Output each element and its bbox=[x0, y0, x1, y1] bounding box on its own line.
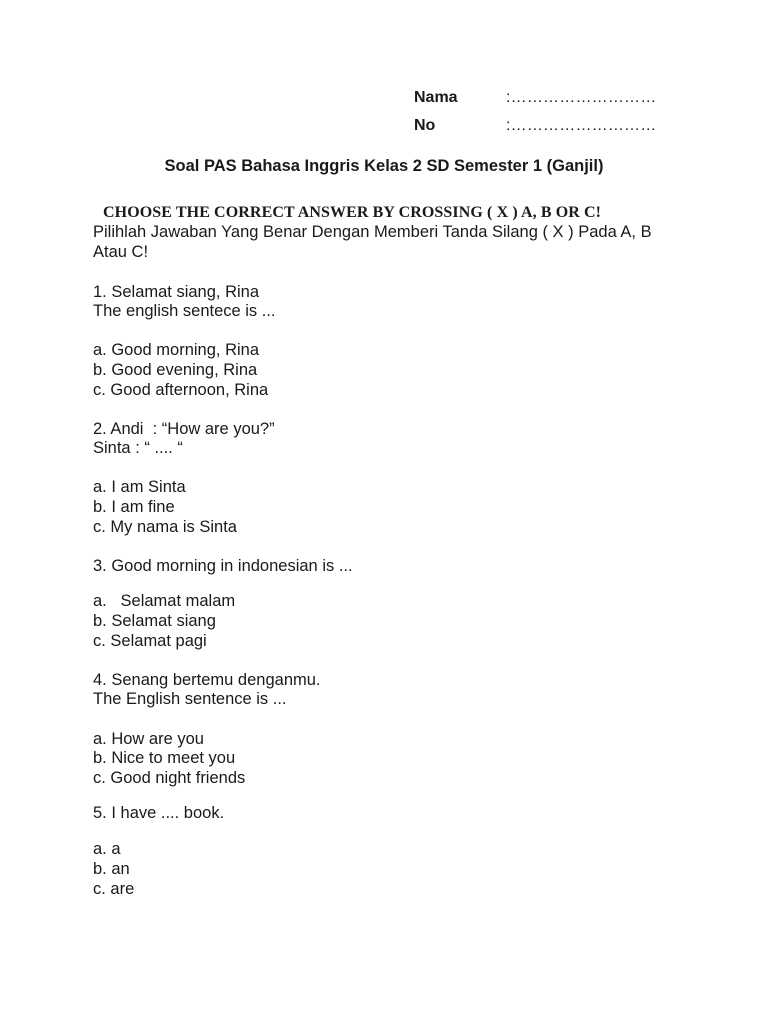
question-1-subprompt: The english sentece is ... bbox=[93, 302, 276, 320]
question-1-prompt: 1. Selamat siang, Rina bbox=[93, 283, 260, 301]
question-4-option-c[interactable]: c. Good night friends bbox=[93, 769, 246, 787]
name-blank[interactable]: :……………………… bbox=[506, 89, 657, 106]
question-4-option-b[interactable]: b. Nice to meet you bbox=[93, 749, 236, 767]
question-3-option-c[interactable]: c. Selamat pagi bbox=[93, 632, 207, 650]
instruction-indonesian: Pilihlah Jawaban Yang Benar Dengan Memberi Tanda Silang ( X ) Pada A, B Atau C! bbox=[93, 223, 652, 261]
question-2-subprompt: Sinta : “ .... “ bbox=[93, 439, 183, 457]
question-4-prompt: 4. Senang bertemu denganmu. bbox=[93, 671, 321, 689]
question-5-option-c[interactable]: c. are bbox=[93, 880, 135, 898]
question-3-option-b[interactable]: b. Selamat siang bbox=[93, 612, 216, 630]
question-5-option-b[interactable]: b. an bbox=[93, 860, 130, 878]
question-4-option-a[interactable]: a. How are you bbox=[93, 730, 204, 748]
question-3-option-a[interactable]: a. Selamat malam bbox=[93, 592, 236, 610]
number-blank[interactable]: :……………………… bbox=[506, 117, 657, 134]
name-label: Nama bbox=[414, 89, 458, 106]
question-1-option-b[interactable]: b. Good evening, Rina bbox=[93, 361, 258, 379]
question-4-subprompt: The English sentence is ... bbox=[93, 690, 287, 708]
number-label: No bbox=[414, 117, 436, 134]
number-field-row bbox=[414, 116, 656, 136]
question-2-prompt: 2. Andi : “How are you?” bbox=[93, 420, 275, 438]
question-2-option-b[interactable]: b. I am fine bbox=[93, 498, 175, 516]
name-field-row bbox=[414, 88, 656, 108]
question-1-option-a[interactable]: a. Good morning, Rina bbox=[93, 341, 260, 359]
question-2-option-a[interactable]: a. I am Sinta bbox=[93, 478, 186, 496]
question-1-option-c[interactable]: c. Good afternoon, Rina bbox=[93, 381, 269, 399]
instruction-english: CHOOSE THE CORRECT ANSWER BY CROSSING ( X ) A, B OR C! bbox=[103, 204, 602, 221]
question-5-option-a[interactable]: a. a bbox=[93, 840, 121, 858]
question-5-prompt: 5. I have .... book. bbox=[93, 804, 225, 822]
question-2-option-c[interactable]: c. My nama is Sinta bbox=[93, 518, 237, 536]
question-3-prompt: 3. Good morning in indonesian is ... bbox=[93, 557, 353, 575]
document-title: Soal PAS Bahasa Inggris Kelas 2 SD Semester 1 (Ganjil) bbox=[164, 157, 604, 175]
